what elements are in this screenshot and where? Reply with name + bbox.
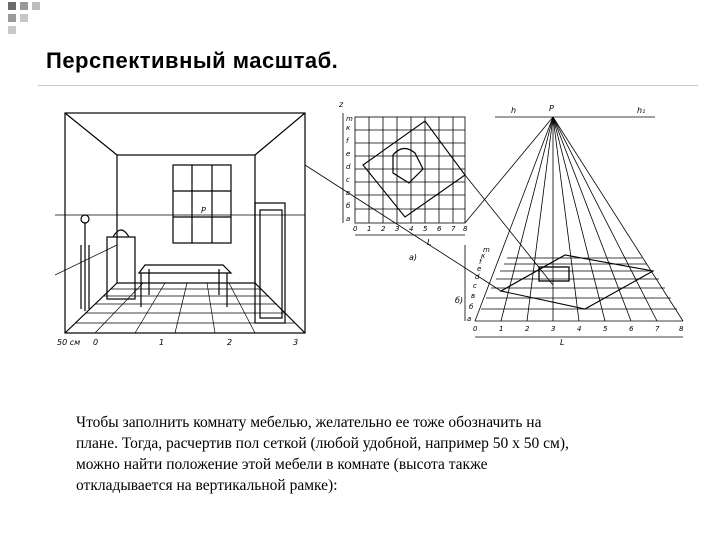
svg-text:к: к [346,124,351,132]
perspective-drawing [55,95,695,360]
scale-tick-1: 1 [159,338,165,347]
caption-line-4: откладывается на вертикальной рамке): [76,477,338,494]
svg-text:5: 5 [603,325,608,333]
label-a: а) [409,253,418,262]
svg-text:с: с [473,282,477,290]
svg-text:7: 7 [451,225,456,233]
caption-line-3: можно найти положение этой мебели в комнате (высота также [76,456,488,473]
title-divider [38,85,698,86]
svg-text:m: m [483,246,490,254]
svg-text:6: 6 [629,325,634,333]
svg-text:с: с [346,176,350,184]
svg-text:е: е [477,265,482,273]
svg-text:6: 6 [437,225,442,233]
svg-text:d: d [346,163,351,171]
svg-text:5: 5 [423,225,428,233]
svg-text:f: f [479,258,482,266]
scale-tick-3: 3 [293,338,299,347]
svg-text:1: 1 [367,225,372,233]
label-h: h [511,106,517,115]
svg-text:б: б [469,303,474,311]
svg-text:е: е [346,150,351,158]
scale-tick-2: 2 [227,338,233,347]
svg-text:в: в [346,189,351,197]
svg-text:0: 0 [473,325,478,333]
svg-text:8: 8 [463,225,468,233]
plan-grid [343,113,465,235]
svg-text:3: 3 [551,325,556,333]
slide-caption [76,412,676,496]
svg-text:4: 4 [409,225,414,233]
perspective-grid-numbers [473,325,684,333]
svg-text:f: f [346,137,349,145]
svg-text:к: к [481,252,486,260]
label-l-bottom: L [560,338,565,347]
plan-grid-letters [346,115,353,223]
label-h1: h₁ [637,106,646,115]
scale-unit-label: 50 см [57,338,81,347]
plan-grid-numbers [353,225,468,233]
svg-text:8: 8 [679,325,684,333]
room-floor-grid [55,215,305,333]
label-l-top: L [427,238,432,247]
scale-tick-0: 0 [93,338,99,347]
caption-line-1: Чтобы заполнить комнату мебелью, желательно ее тоже обозначить на [76,414,542,431]
slide-title: Перспективный масштаб. [46,48,339,73]
svg-text:2: 2 [525,325,530,333]
svg-text:d: d [475,273,480,281]
caption-line-2: плане. Тогда, расчертив пол сеткой (любой удобной, например 50 х 50 см), [76,435,569,452]
corner-decoration [0,0,60,40]
svg-text:в: в [471,292,476,300]
svg-text:4: 4 [577,325,582,333]
svg-text:a: a [467,315,472,323]
svg-text:3: 3 [395,225,400,233]
perspective-grid [305,117,683,337]
point-p-right: P [549,104,554,113]
svg-text:б: б [346,202,351,210]
room-perspective [65,113,305,333]
svg-text:a: a [346,215,351,223]
svg-text:0: 0 [353,225,358,233]
label-z: z [339,100,344,109]
svg-text:7: 7 [655,325,660,333]
label-b: б) [455,296,464,305]
svg-text:m: m [346,115,353,123]
svg-text:2: 2 [381,225,386,233]
svg-text:1: 1 [499,325,504,333]
point-p-left: P [201,206,206,215]
